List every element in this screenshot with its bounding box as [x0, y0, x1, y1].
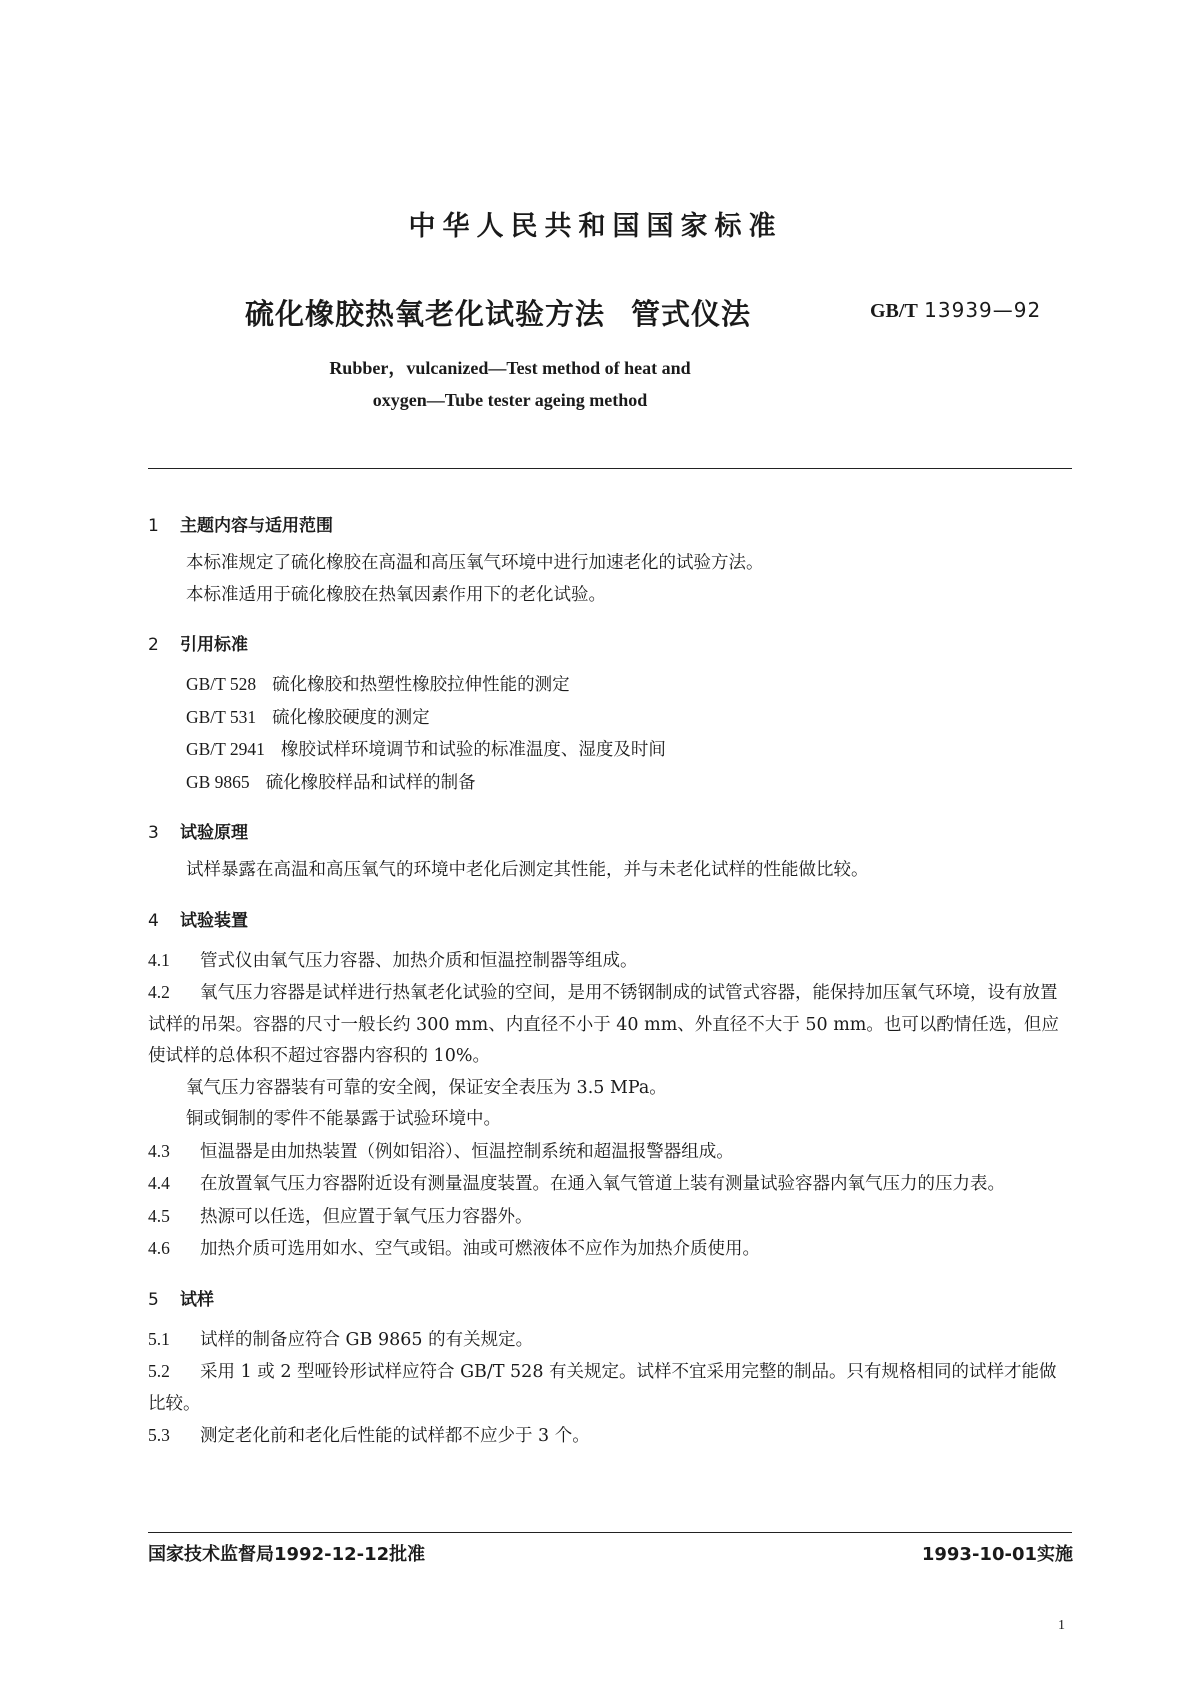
document-title-cn: [245, 292, 751, 333]
paragraph: 试样暴露在高温和高压氧气的环境中老化后测定其性能，并与未老化试样的性能做比较。: [186, 860, 869, 880]
reference-item: GB/T 531 硫化橡胶硬度的测定: [186, 706, 430, 728]
reference-item: GB/T 2941 橡胶试样环境调节和试验的标准温度、湿度及时间: [186, 739, 666, 760]
title-en-line2: oxygen—Tube tester ageing method: [372, 390, 648, 410]
standard-code: 13939—92: [924, 298, 1042, 322]
standard-number: [870, 298, 1041, 323]
clause-4-2-sub: 氧气压力容器装有可靠的安全阀，保证安全表压为 3.5 MPa。: [186, 1077, 667, 1098]
section-heading-2: 2 引用标准: [148, 635, 248, 655]
document-body: [148, 510, 1072, 1453]
paragraph: 本标准规定了硫化橡胶在高温和高压氧气环境中进行加速老化的试验方法。: [186, 553, 764, 573]
title-cn-part2: 管式仪法: [631, 297, 752, 331]
approval-date: 国家技术监督局1992-12-12批准: [148, 1544, 426, 1565]
section-heading-1: 1 主题内容与适用范围: [148, 516, 333, 536]
clause-4-1: 4.1 管式仪由氧气压力容器、加热介质和恒温控制器等组成。: [148, 949, 638, 971]
clause-4-2-sub: 铜或铜制的零件不能暴露于试验环境中。: [186, 1109, 501, 1129]
paragraph: 本标准适用于硫化橡胶在热氧因素作用下的老化试验。: [186, 584, 606, 605]
reference-item: GB 9865 硫化橡胶样品和试样的制备: [186, 771, 476, 793]
section-heading-5: 5 试样: [148, 1289, 214, 1310]
page-number: 1: [1058, 1618, 1065, 1633]
effective-date: 1993-10-01实施: [921, 1544, 1073, 1565]
clause-4-3: 4.3 恒温器是由加热装置（例如铝浴）、恒温控制系统和超温报警器组成。: [148, 1140, 734, 1162]
title-cn-part1: 硫化橡胶热氧老化试验方法: [245, 297, 606, 331]
clause-5-3: 5.3 测定老化前和老化后性能的试样都不应少于 3 个。: [148, 1425, 590, 1446]
footer-divider: [148, 1532, 1072, 1533]
clause-4-4: 4.4 在放置氧气压力容器附近设有测量温度装置。在通入氧气管道上装有测量试验容器内氧气压力的压力表。: [148, 1173, 1005, 1194]
national-standard-heading: 中华人民共和国国家标准: [408, 211, 783, 242]
reference-item: GB/T 528 硫化橡胶和热塑性橡胶拉伸性能的测定: [186, 674, 570, 695]
clause-5-2: 5.2 采用 1 或 2 型哑铃形试样应符合 GB/T 528 有关规定。试样不宜采用完整的制品。只有规格相同的试样才能做比较。: [148, 1361, 1057, 1414]
section-heading-4: 4 试验装置: [148, 910, 248, 931]
document-title-en: [0, 352, 1020, 416]
title-en-line1: Rubber，vulcanized—Test method of heat and: [329, 358, 691, 378]
standard-prefix: GB/T: [870, 300, 918, 322]
clause-4-2: 4.2 氧气压力容器是试样进行热氧老化试验的空间，是用不锈钢制成的试管式容器，能保持加压氧气环境，设有放置试样的吊架。容器的尺寸一般长约 300 mm、内直径不小于 40 mm、外直径不大于 50 mm。也可以酌情任选，但应使试样的总体积不超过容器内容积的 10%。: [148, 982, 1059, 1066]
clause-4-5: 4.5 热源可以任选，但应置于氧气压力容器外。: [148, 1205, 533, 1227]
clause-5-1: 5.1 试样的制备应符合 GB 9865 的有关规定。: [148, 1328, 534, 1350]
clause-4-6: 4.6 加热介质可选用如水、空气或铝。油或可燃液体不应作为加热介质使用。: [148, 1238, 760, 1259]
header-divider: [148, 468, 1072, 469]
section-heading-3: 3 试验原理: [148, 823, 248, 843]
